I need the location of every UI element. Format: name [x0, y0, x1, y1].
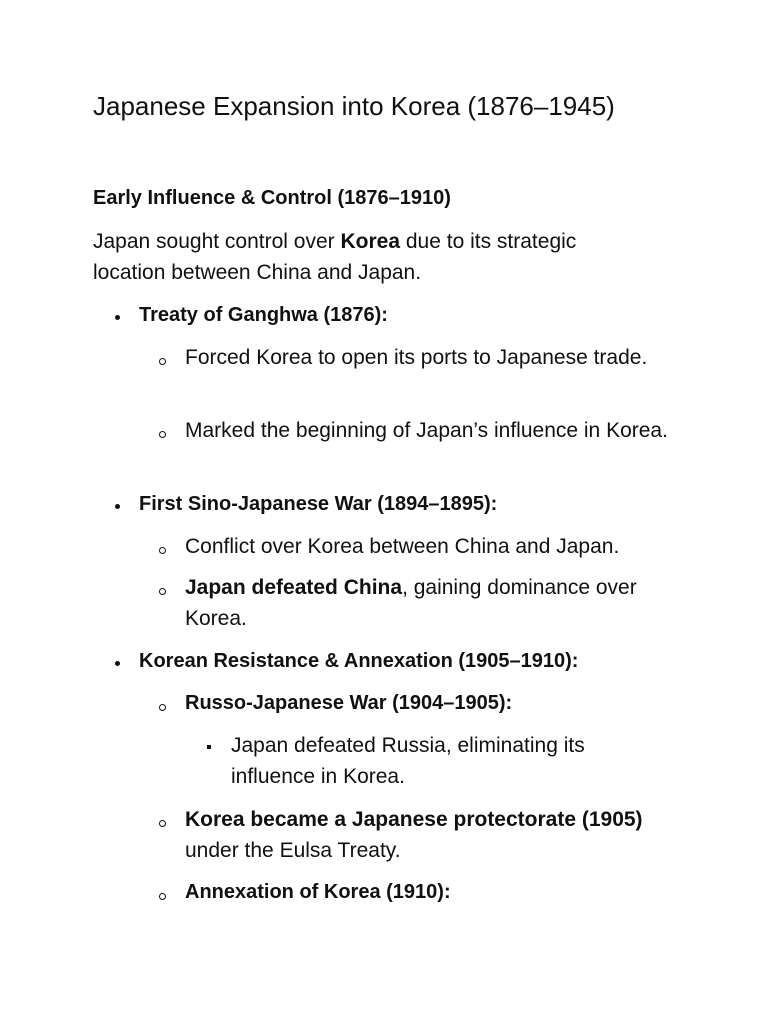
document-title: Japanese Expansion into Korea (1876–1945): [93, 91, 615, 121]
list-item-japan-defeated-china: [185, 572, 685, 634]
bullet-icon: [115, 646, 127, 677]
treaty-point-2: Marked the beginning of Japan’s influence in Korea.: [185, 419, 668, 442]
circle-bullet-icon: [161, 688, 173, 719]
list-item-forced-korea: [185, 342, 685, 373]
list-item-korean-resistance: [139, 646, 699, 677]
circle-bullet-icon: [161, 877, 173, 908]
circle-bullet-icon: [161, 415, 173, 446]
list-item-japan-defeated-russia: [231, 730, 661, 792]
war-point-2-bold: Japan defeated China: [185, 576, 403, 599]
square-bullet-icon: [207, 730, 219, 761]
circle-bullet-icon: [161, 572, 173, 603]
russo-heading: Russo-Japanese War (1904–1905):: [185, 692, 513, 714]
list-item-russo-japanese-war: [185, 688, 685, 719]
list-item-conflict: [185, 531, 685, 562]
intro-text-before: Japan sought control over: [93, 230, 341, 253]
treaty-point-1: Forced Korea to open its ports to Japanese trade.: [185, 346, 648, 369]
intro-text-after: due to its strategic location between China and Japan.: [93, 230, 577, 284]
bullet-icon: [115, 300, 127, 331]
list-item-sino-japanese-war: [139, 489, 699, 520]
section-heading: Early Influence & Control (1876–1910): [93, 187, 451, 209]
circle-bullet-icon: [161, 804, 173, 835]
protectorate-rest: under the Eulsa Treaty.: [185, 839, 401, 862]
circle-bullet-icon: [161, 531, 173, 562]
intro-bold-korea: Korea: [340, 230, 401, 253]
list-item-treaty-of-ganghwa: [139, 300, 699, 331]
war-point-2-rest: , gaining dominance over Korea.: [185, 576, 637, 630]
list-item-beginning-influence: [185, 415, 685, 446]
protectorate-point: [185, 808, 643, 862]
russo-point: Japan defeated Russia, eliminating its influence in Korea.: [231, 734, 585, 788]
list-item-annexation-of-korea: [185, 877, 685, 908]
annexation-heading: Korean Resistance & Annexation (1905–1910):: [139, 650, 579, 672]
bullet-icon: [115, 489, 127, 520]
protectorate-bold: Korea became a Japanese protectorate (1905): [185, 808, 643, 831]
war-heading: First Sino-Japanese War (1894–1895):: [139, 493, 498, 515]
war-point-1: Conflict over Korea between China and Japan.: [185, 535, 620, 558]
treaty-heading: Treaty of Ganghwa (1876):: [139, 304, 388, 326]
annex-heading: Annexation of Korea (1910):: [185, 881, 451, 903]
war-point-2: [185, 576, 637, 630]
intro-paragraph: [93, 226, 653, 288]
circle-bullet-icon: [161, 342, 173, 373]
list-item-protectorate: [185, 804, 685, 866]
